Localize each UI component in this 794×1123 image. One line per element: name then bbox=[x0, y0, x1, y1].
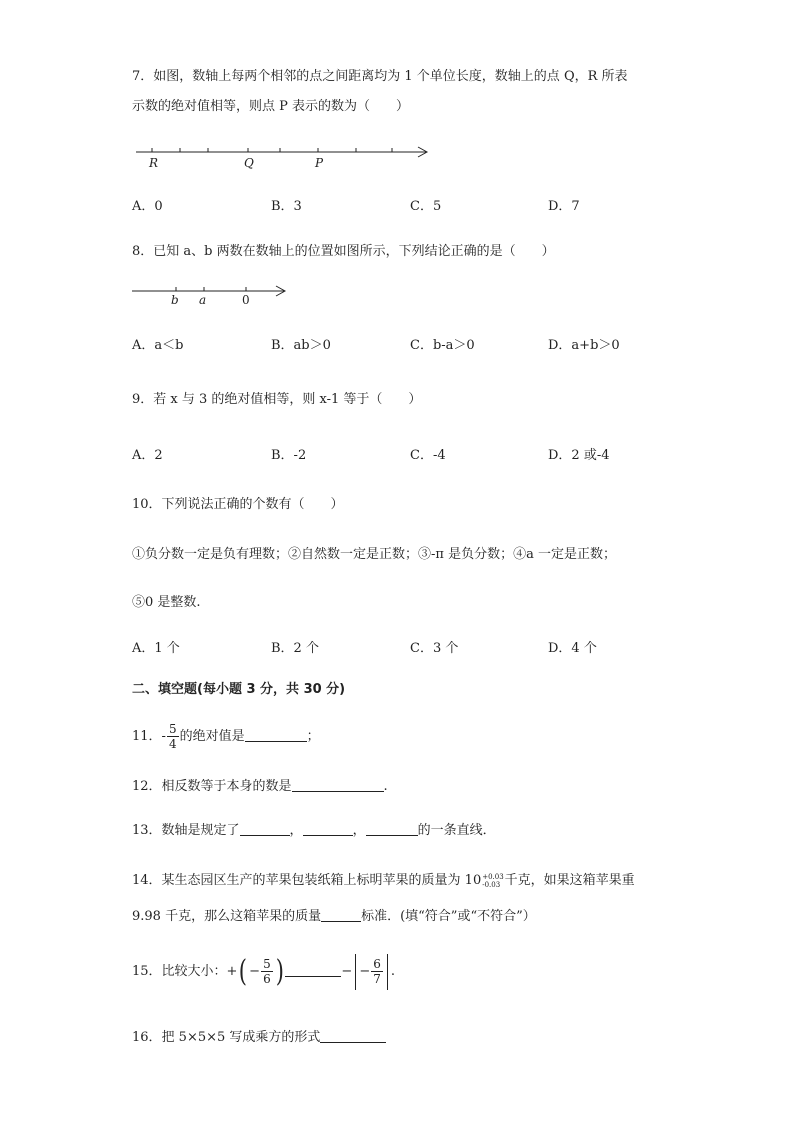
q10-option-a: A．1 个 bbox=[132, 641, 180, 656]
q10-stem: 10．下列说法正确的个数有（ ） bbox=[132, 497, 344, 512]
q13-sep2: ， bbox=[352, 823, 366, 838]
q13-sep1: ， bbox=[289, 823, 303, 838]
q13-prefix: 13．数轴是规定了 bbox=[132, 823, 240, 838]
q11-prefix: 11．- bbox=[132, 729, 166, 744]
q11-answer-blank[interactable] bbox=[245, 727, 307, 742]
q11-fraction bbox=[167, 722, 179, 751]
q7-line2: 示数的绝对值相等，则点 P 表示的数为（ ） bbox=[132, 99, 410, 114]
q8-number-line bbox=[130, 280, 290, 310]
q14-tolerance-upper: +0.03 bbox=[482, 872, 504, 881]
q7-option-c: C．5 bbox=[410, 199, 442, 214]
q13-answer-blank-2[interactable] bbox=[303, 821, 353, 836]
q10-statements-line2: ⑤0 是整数. bbox=[132, 595, 201, 610]
q15-abs-bar-right bbox=[387, 954, 388, 990]
q16-text: 16．把 5×5×5 写成乘方的形式 bbox=[132, 1030, 321, 1045]
q8-stem: 8．已知 a、b 两数在数轴上的位置如图所示，下列结论正确的是（ ） bbox=[132, 244, 555, 259]
q15-fraction-2-denominator: 7 bbox=[373, 972, 381, 986]
q11-suffix: 的绝对值是 bbox=[179, 729, 245, 744]
q13-suffix: 的一条直线． bbox=[417, 823, 496, 838]
q8-label-zero: 0 bbox=[242, 293, 250, 307]
q10-option-d: D．4 个 bbox=[548, 641, 597, 656]
q9-option-b: B．-2 bbox=[271, 448, 307, 463]
q15-fraction-1 bbox=[261, 957, 273, 986]
q11-denominator: 4 bbox=[168, 737, 177, 751]
q8-option-b: B．ab＞0 bbox=[271, 338, 331, 353]
q14-answer-blank[interactable] bbox=[321, 907, 361, 922]
q10-option-c: C．3 个 bbox=[410, 641, 459, 656]
q14-line2-suffix: 标准．(填“符合”或“不符合”） bbox=[361, 909, 536, 924]
q11-end: ； bbox=[306, 729, 320, 744]
q15-abs-bar-left bbox=[355, 954, 356, 990]
q14-tolerance-lower: -0.03 bbox=[482, 880, 501, 889]
q15-answer-blank[interactable] bbox=[285, 962, 341, 977]
q14-line1-prefix: 14．某生态园区生产的苹果包装纸箱上标明苹果的质量为 10 bbox=[132, 873, 482, 888]
q7-label-r: R bbox=[149, 156, 159, 170]
q8-label-b: b bbox=[171, 293, 179, 307]
q8-option-c: C．b-a＞0 bbox=[410, 338, 475, 353]
q8-label-a: a bbox=[199, 293, 207, 307]
q12-answer-blank[interactable] bbox=[292, 777, 384, 792]
section-title-fill-in: 二、填空题(每小题 3 分，共 30 分) bbox=[132, 682, 346, 697]
q10-option-b: B．2 个 bbox=[271, 641, 319, 656]
q7-label-p: P bbox=[315, 156, 324, 170]
q7-number-line bbox=[130, 138, 440, 174]
q16-answer-blank[interactable] bbox=[320, 1028, 386, 1043]
q14-tolerance bbox=[482, 873, 503, 889]
q8-option-a: A．a＜b bbox=[132, 338, 184, 353]
q12-end: . bbox=[383, 779, 388, 794]
q15-left-paren: ( bbox=[239, 953, 248, 989]
q15-right-paren: ) bbox=[275, 953, 284, 989]
q13-answer-blank-3[interactable] bbox=[366, 821, 418, 836]
q15-fraction-2-numerator: 6 bbox=[373, 957, 381, 971]
q14-line2-prefix: 9.98 千克，那么这箱苹果的质量 bbox=[132, 909, 322, 924]
q7-option-b: B．3 bbox=[271, 199, 302, 214]
q15-fraction-1-numerator: 5 bbox=[263, 957, 271, 971]
q14-line1-suffix: 千克，如果这箱苹果重 bbox=[504, 873, 635, 888]
q15-minus-1: − bbox=[249, 964, 261, 979]
q9-stem: 9．若 x 与 3 的绝对值相等，则 x-1 等于（ ） bbox=[132, 392, 422, 407]
q15-minus-3: − bbox=[359, 964, 371, 979]
q15-minus-2: − bbox=[341, 964, 353, 979]
q10-statements-line1: ①负分数一定是负有理数；②自然数一定是正数；③-π 是负分数；④a 一定是正数； bbox=[132, 547, 616, 562]
q9-option-a: A．2 bbox=[132, 448, 163, 463]
q15-fraction-1-denominator: 6 bbox=[263, 972, 271, 986]
q12-text: 12．相反数等于本身的数是 bbox=[132, 779, 292, 794]
q9-option-d: D．2 或-4 bbox=[548, 448, 610, 463]
q11 bbox=[132, 719, 320, 755]
q14-line1 bbox=[132, 872, 635, 890]
q7-option-d: D．7 bbox=[548, 199, 580, 214]
q15 bbox=[132, 952, 395, 992]
q15-fraction-2 bbox=[371, 957, 383, 986]
q7-label-q: Q bbox=[244, 156, 254, 170]
q8-option-d: D．a+b＞0 bbox=[548, 338, 620, 353]
q11-numerator: 5 bbox=[168, 722, 177, 736]
q7-line1: 7．如图，数轴上每两个相邻的点之间距离均为 1 个单位长度，数轴上的点 Q，R 所表 bbox=[132, 69, 628, 84]
q13 bbox=[132, 821, 496, 840]
q15-end: . bbox=[390, 964, 396, 979]
q13-answer-blank-1[interactable] bbox=[240, 821, 290, 836]
q7-option-a: A．0 bbox=[132, 199, 163, 214]
q15-prefix: 15．比较大小：+ bbox=[132, 964, 238, 979]
q9-option-c: C．-4 bbox=[410, 448, 446, 463]
q14-line2 bbox=[132, 907, 536, 926]
q12 bbox=[132, 777, 388, 796]
q16 bbox=[132, 1028, 386, 1047]
